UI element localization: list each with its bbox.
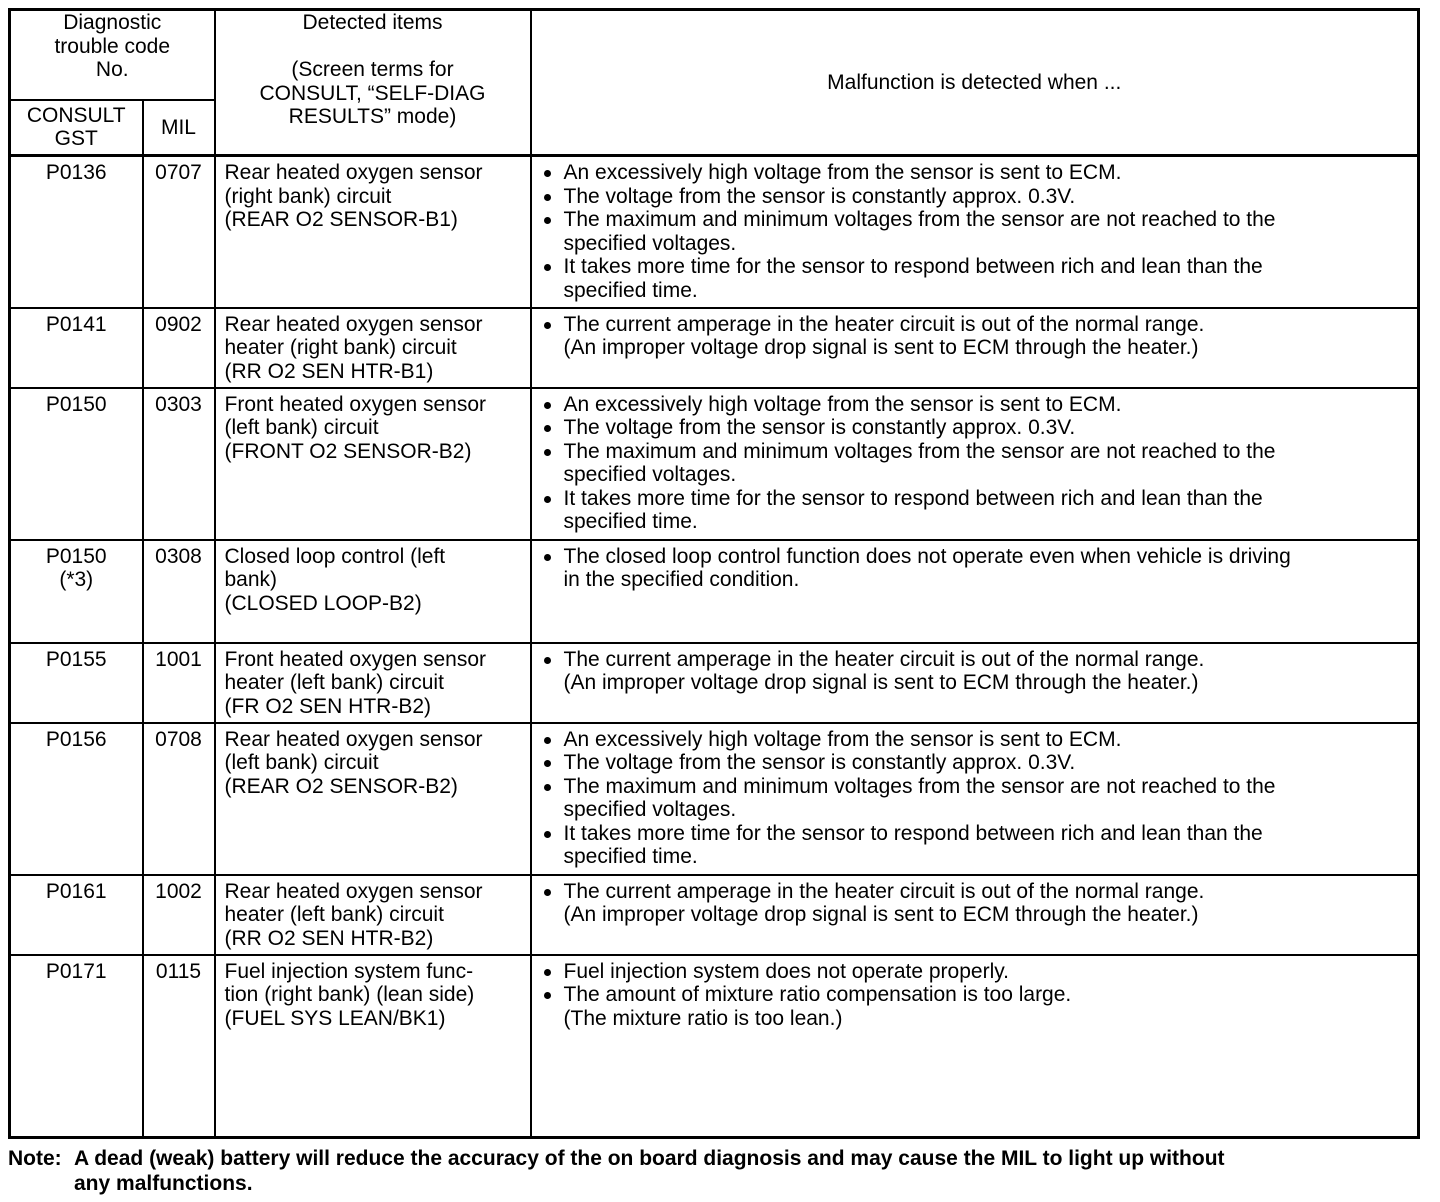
consult-gst-code: P0141 — [10, 308, 143, 388]
bullet-item: The voltage from the sensor is constantly approx. 0.3V. — [542, 751, 1412, 775]
malfunction-conditions — [531, 955, 1419, 1138]
bullet-icon — [544, 402, 551, 409]
table-row — [10, 388, 1419, 540]
bullet-icon — [544, 496, 551, 503]
header-mil: MIL — [143, 100, 215, 156]
note-label: Note: — [8, 1147, 62, 1170]
table-row — [10, 540, 1419, 643]
bullet-continuation: specified voltages. — [563, 463, 737, 486]
bullet-continuation: specified voltages. — [563, 798, 737, 821]
bullet-icon — [544, 831, 551, 838]
mil-code: 0308 — [143, 540, 215, 643]
bullet-icon — [544, 264, 551, 271]
note-text-line1: A dead (weak) battery will reduce the accuracy of the on board diagnosis and may cause the MIL to light up without — [74, 1147, 1225, 1170]
bullet-item: An excessively high voltage from the sensor is sent to ECM. — [542, 393, 1412, 417]
bullet-icon — [544, 217, 551, 224]
bullet-icon — [544, 889, 551, 896]
malfunction-conditions — [531, 540, 1419, 643]
detected-item: Fuel injection system func- tion (right bank) (lean side) (FUEL SYS LEAN/BK1) — [215, 955, 531, 1138]
consult-gst-code: P0156 — [10, 723, 143, 875]
detected-item: Rear heated oxygen sensor (right bank) circuit (REAR O2 SENSOR-B1) — [215, 156, 531, 308]
header-row-top — [10, 10, 1419, 100]
malfunction-conditions — [531, 308, 1419, 388]
table-row — [10, 723, 1419, 875]
detected-item: Rear heated oxygen sensor heater (left bank) circuit (RR O2 SEN HTR-B2) — [215, 875, 531, 955]
dtc-table-body — [10, 156, 1419, 1138]
bullet-item: The maximum and minimum voltages from the sensor are not reached to the — [542, 208, 1412, 232]
malfunction-conditions — [531, 388, 1419, 540]
bullet-continuation: specified time. — [563, 845, 698, 868]
consult-gst-code: P0150 — [10, 388, 143, 540]
bullet-icon — [544, 992, 551, 999]
mil-code: 0115 — [143, 955, 215, 1138]
bullet-icon — [544, 737, 551, 744]
bullet-item: The current amperage in the heater circuit is out of the normal range. — [542, 313, 1412, 337]
malfunction-conditions — [531, 723, 1419, 875]
bullet-item: An excessively high voltage from the sensor is sent to ECM. — [542, 161, 1412, 185]
bullet-icon — [544, 425, 551, 432]
mil-code: 0902 — [143, 308, 215, 388]
table-row — [10, 955, 1419, 1138]
bullet-item: The current amperage in the heater circuit is out of the normal range. — [542, 648, 1412, 672]
bullet-icon — [544, 784, 551, 791]
bullet-icon — [544, 969, 551, 976]
bullet-item: The voltage from the sensor is constantly approx. 0.3V. — [542, 416, 1412, 440]
detected-item: Front heated oxygen sensor heater (left bank) circuit (FR O2 SEN HTR-B2) — [215, 643, 531, 723]
consult-gst-code: P0161 — [10, 875, 143, 955]
detected-item: Rear heated oxygen sensor (left bank) circuit (REAR O2 SENSOR-B2) — [215, 723, 531, 875]
bullet-continuation: specified time. — [563, 510, 698, 533]
bullet-item: It takes more time for the sensor to respond between rich and lean than the — [542, 255, 1412, 279]
bullet-item: It takes more time for the sensor to respond between rich and lean than the — [542, 487, 1412, 511]
bullet-icon — [544, 760, 551, 767]
bullet-item: It takes more time for the sensor to respond between rich and lean than the — [542, 822, 1412, 846]
bullet-continuation: (An improper voltage drop signal is sent to ECM through the heater.) — [563, 671, 1199, 694]
bullet-item: The maximum and minimum voltages from the sensor are not reached to the — [542, 775, 1412, 799]
consult-gst-code: P0136 — [10, 156, 143, 308]
detected-item: Closed loop control (left bank) (CLOSED LOOP-B2) — [215, 540, 531, 643]
bullet-item: The voltage from the sensor is constantly approx. 0.3V. — [542, 185, 1412, 209]
consult-gst-code: P0171 — [10, 955, 143, 1138]
bullet-item: The amount of mixture ratio compensation is too large. — [542, 983, 1412, 1007]
note-text-line2: any malfunctions. — [74, 1172, 253, 1195]
header-detected-items: Detected items (Screen terms for CONSULT, “SELF-DIAG RESULTS” mode) — [215, 10, 531, 156]
mil-code: 1001 — [143, 643, 215, 723]
battery-note — [8, 1146, 1428, 1196]
detected-item: Front heated oxygen sensor (left bank) circuit (FRONT O2 SENSOR-B2) — [215, 388, 531, 540]
bullet-icon — [544, 449, 551, 456]
bullet-item: Fuel injection system does not operate properly. — [542, 960, 1412, 984]
mil-code: 0303 — [143, 388, 215, 540]
bullet-continuation: (An improper voltage drop signal is sent to ECM through the heater.) — [563, 336, 1199, 359]
consult-gst-code: P0150 (*3) — [10, 540, 143, 643]
table-row — [10, 643, 1419, 723]
bullet-icon — [544, 194, 551, 201]
bullet-continuation: in the specified condition. — [563, 568, 800, 591]
header-dtc-no: Diagnostic trouble code No. — [10, 10, 215, 100]
bullet-continuation: specified voltages. — [563, 231, 737, 255]
consult-gst-code: P0155 — [10, 643, 143, 723]
table-row — [10, 156, 1419, 308]
detected-item: Rear heated oxygen sensor heater (right bank) circuit (RR O2 SEN HTR-B1) — [215, 308, 531, 388]
table-row — [10, 308, 1419, 388]
bullet-icon — [544, 657, 551, 664]
bullet-item: An excessively high voltage from the sensor is sent to ECM. — [542, 728, 1412, 752]
mil-code: 0708 — [143, 723, 215, 875]
malfunction-conditions — [531, 643, 1419, 723]
bullet-icon — [544, 322, 551, 329]
bullet-icon — [544, 554, 551, 561]
mil-code: 1002 — [143, 875, 215, 955]
mil-code: 0707 — [143, 156, 215, 308]
bullet-continuation: (The mixture ratio is too lean.) — [563, 1006, 843, 1030]
table-row — [10, 875, 1419, 955]
header-malfunction: Malfunction is detected when ... — [531, 10, 1419, 156]
bullet-item: The current amperage in the heater circuit is out of the normal range. — [542, 880, 1412, 904]
bullet-icon — [544, 170, 551, 177]
bullet-item: The maximum and minimum voltages from the sensor are not reached to the — [542, 440, 1412, 464]
bullet-continuation: specified time. — [563, 278, 698, 302]
header-consult-gst: CONSULT GST — [10, 100, 143, 156]
malfunction-conditions — [531, 875, 1419, 955]
bullet-item: The closed loop control function does not operate even when vehicle is driving — [542, 545, 1412, 569]
malfunction-conditions — [531, 156, 1419, 308]
bullet-continuation: (An improper voltage drop signal is sent to ECM through the heater.) — [563, 903, 1199, 926]
dtc-table — [8, 8, 1420, 1139]
